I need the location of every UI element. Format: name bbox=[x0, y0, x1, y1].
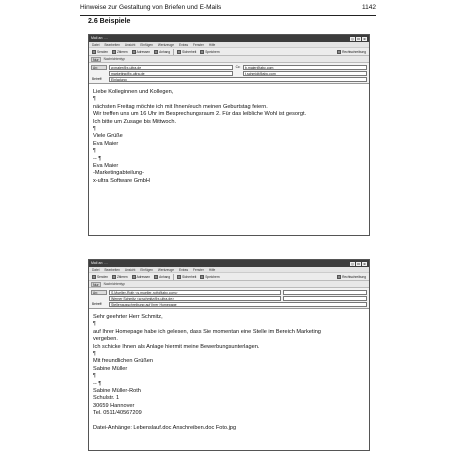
menu-item-bearbeiten[interactable]: Bearbeiten bbox=[104, 42, 120, 47]
signature-separator: -- ¶ bbox=[93, 155, 102, 162]
address-book-icon bbox=[132, 275, 136, 279]
header-row-subject bbox=[91, 301, 367, 307]
menu-item-hilfe[interactable]: Hilfe bbox=[208, 42, 216, 47]
cc-label: Cc: bbox=[235, 65, 241, 69]
header-row-to-2 bbox=[91, 70, 367, 76]
page-header-title: Hinweise zur Gestaltung von Briefen und E-Mails bbox=[80, 4, 222, 11]
quote-icon bbox=[112, 275, 116, 279]
send-button[interactable]: Senden bbox=[91, 274, 109, 280]
security-button[interactable]: Sicherheit bbox=[176, 49, 197, 55]
to-field-2[interactable]: Werner Schmitz <w.schmitz@x-ultra.de> bbox=[109, 296, 281, 301]
body-line: Ich schicke Ihnen als Anlage hiermit meine Bewerbungsunterlagen. bbox=[93, 343, 260, 350]
toolbar bbox=[89, 48, 369, 56]
security-button[interactable]: Sicherheit bbox=[176, 274, 197, 280]
message-body[interactable] bbox=[89, 309, 369, 437]
spellcheck-button[interactable]: Rechtschreibung bbox=[336, 49, 367, 55]
to-field[interactable]: w.maier@x-ultra.de bbox=[109, 65, 233, 70]
quote-button[interactable]: Zitieren bbox=[111, 274, 129, 280]
to-label-2 bbox=[91, 296, 107, 301]
close-icon[interactable]: × bbox=[363, 36, 366, 41]
quote-icon bbox=[112, 50, 116, 54]
body-line: ¶ bbox=[93, 148, 96, 155]
body-line: Sehr geehrter Herr Schmitz, bbox=[93, 314, 163, 320]
body-line bbox=[93, 418, 365, 425]
send-button[interactable]: Senden bbox=[91, 49, 109, 55]
address-button[interactable]: Adressen bbox=[131, 274, 151, 280]
to-label[interactable]: An: bbox=[91, 290, 107, 295]
send-icon bbox=[92, 50, 96, 54]
body-line: auf Ihrer Homepage habe ich gelesen, dass Sie momentan eine Stelle im Bereich Marketing bbox=[93, 328, 321, 335]
window-title: Mail an: … bbox=[91, 36, 108, 40]
save-button[interactable]: Speichern bbox=[199, 49, 220, 55]
save-icon bbox=[200, 275, 204, 279]
to-label[interactable]: An: bbox=[91, 65, 107, 70]
body-line: Eva Maier bbox=[93, 163, 119, 170]
signature-separator: -- ¶ bbox=[93, 380, 102, 387]
menu-item-werkzeuge[interactable]: Werkzeuge bbox=[157, 42, 174, 47]
body-line: -Marketingabteilung- bbox=[93, 170, 144, 177]
toolbar-separator bbox=[173, 49, 174, 55]
maximize-icon[interactable]: □ bbox=[357, 36, 360, 41]
message-body[interactable] bbox=[89, 84, 369, 190]
format-toggle[interactable]: Nur bbox=[93, 282, 99, 287]
body-line: ¶ bbox=[93, 373, 96, 380]
message-type-label[interactable]: Nachrichtentyp bbox=[103, 282, 125, 286]
body-line: Viele Grüße bbox=[93, 133, 123, 140]
to-label-2 bbox=[91, 71, 107, 76]
body-line: ¶ bbox=[93, 321, 96, 328]
body-line: Eva Maier bbox=[93, 140, 119, 147]
page-header bbox=[80, 4, 376, 16]
address-headers bbox=[89, 288, 369, 309]
menu-item-fenster[interactable]: Fenster bbox=[193, 42, 204, 47]
body-line: x-ultra Software GmbH bbox=[93, 177, 150, 184]
section-title: 2.6 Beispiele bbox=[88, 18, 131, 25]
save-icon bbox=[200, 50, 204, 54]
maximize-icon[interactable]: □ bbox=[357, 261, 360, 266]
mail-window-2 bbox=[88, 259, 370, 451]
paperclip-icon bbox=[154, 275, 158, 279]
paperclip-icon bbox=[154, 50, 158, 54]
subject-field[interactable]: Einladung bbox=[109, 77, 367, 82]
to-field-2[interactable]: marketing@x-ultra.de bbox=[109, 71, 233, 76]
body-line: Liebe Kolleginnen und Kollegen, bbox=[93, 89, 174, 95]
toolbar bbox=[89, 273, 369, 281]
address-headers bbox=[89, 63, 369, 84]
body-line: Wir treffen uns um 16 Uhr im Besprechungsraum 2. Für das leibliche Wohl ist gesorgt. bbox=[93, 111, 307, 118]
menu-item-datei[interactable]: Datei bbox=[92, 267, 100, 272]
extra-field-2[interactable] bbox=[283, 296, 367, 301]
send-icon bbox=[92, 275, 96, 279]
header-row-subject bbox=[91, 76, 367, 82]
options-bar bbox=[89, 281, 369, 288]
address-book-icon bbox=[132, 50, 136, 54]
lock-icon bbox=[177, 50, 181, 54]
body-line: ¶ bbox=[93, 126, 96, 133]
body-line: Mit freundlichen Grüßen bbox=[93, 358, 154, 365]
attach-button[interactable]: Anhang bbox=[153, 49, 171, 55]
attachments-line: Datei-Anhänge: Lebenslauf.doc Anschreiben.doc Foto.jpg bbox=[93, 425, 237, 432]
attach-button[interactable]: Anhang bbox=[153, 274, 171, 280]
options-bar bbox=[89, 56, 369, 63]
cc-field[interactable]: b.maier@abc.com bbox=[243, 65, 367, 70]
body-line: Tel. 0511/40567209 bbox=[93, 410, 142, 417]
cc-field-2[interactable]: t.schmidt@abc.com bbox=[243, 71, 367, 76]
menu-item-ansicht[interactable]: Ansicht bbox=[124, 267, 136, 272]
mail-window-1 bbox=[88, 34, 370, 236]
body-line: Sabine Müller-Roth bbox=[93, 388, 141, 395]
extra-field[interactable] bbox=[283, 290, 367, 295]
body-line: vergeben. bbox=[93, 336, 118, 343]
spellcheck-icon bbox=[337, 275, 341, 279]
message-type-label[interactable]: Nachrichtentyp bbox=[103, 57, 125, 61]
body-line: nächsten Freitag möchte ich mit Ihnen/euch meinen Geburtstag feiern. bbox=[93, 103, 268, 110]
minimize-icon[interactable]: _ bbox=[351, 261, 354, 266]
spellcheck-button[interactable]: Rechtschreibung bbox=[336, 274, 367, 280]
header-row-to-2 bbox=[91, 295, 367, 301]
menu-item-hilfe[interactable]: Hilfe bbox=[208, 267, 216, 272]
menu-item-datei[interactable]: Datei bbox=[92, 42, 100, 47]
toolbar-separator bbox=[173, 274, 174, 280]
spellcheck-icon bbox=[337, 50, 341, 54]
save-button[interactable]: Speichern bbox=[199, 274, 220, 280]
body-line: ¶ bbox=[93, 96, 96, 103]
lock-icon bbox=[177, 275, 181, 279]
menu-item-einfuegen[interactable]: Einfügen bbox=[140, 267, 153, 272]
body-line: Ich bitte um Zusage bis Mittwoch. bbox=[93, 118, 177, 125]
subject-field[interactable]: Stellenausschreibung auf Ihrer Homepage bbox=[109, 302, 367, 307]
menu-item-einfuegen[interactable]: Einfügen bbox=[140, 42, 153, 47]
address-button[interactable]: Adressen bbox=[131, 49, 151, 55]
close-icon[interactable]: × bbox=[363, 261, 366, 266]
menu-item-extras[interactable]: Extras bbox=[179, 267, 189, 272]
page-number: 1142 bbox=[362, 4, 376, 11]
subject-label: Betreff: bbox=[92, 301, 103, 306]
header-row-to bbox=[91, 64, 367, 70]
format-toggle[interactable]: Nur bbox=[93, 57, 99, 62]
menu-item-bearbeiten[interactable]: Bearbeiten bbox=[104, 267, 120, 272]
menu-item-extras[interactable]: Extras bbox=[179, 42, 189, 47]
menu-item-werkzeuge[interactable]: Werkzeuge bbox=[157, 267, 174, 272]
body-line: Sabine Müller bbox=[93, 365, 128, 372]
body-line: 30659 Hannover bbox=[93, 402, 135, 409]
body-line: ¶ bbox=[93, 351, 96, 358]
menu-item-ansicht[interactable]: Ansicht bbox=[124, 42, 136, 47]
minimize-icon[interactable]: _ bbox=[351, 36, 354, 41]
window-title: Mail an: … bbox=[91, 261, 108, 265]
header-row-to bbox=[91, 289, 367, 295]
body-line: Schulstr. 1 bbox=[93, 395, 120, 402]
title-bar bbox=[89, 35, 369, 42]
subject-label: Betreff: bbox=[92, 76, 103, 81]
menu-item-fenster[interactable]: Fenster bbox=[193, 267, 204, 272]
title-bar bbox=[89, 260, 369, 267]
to-field[interactable]: S.Mueller-Roth <s.mueller-roth@abc.com> bbox=[109, 290, 281, 295]
quote-button[interactable]: Zitieren bbox=[111, 49, 129, 55]
